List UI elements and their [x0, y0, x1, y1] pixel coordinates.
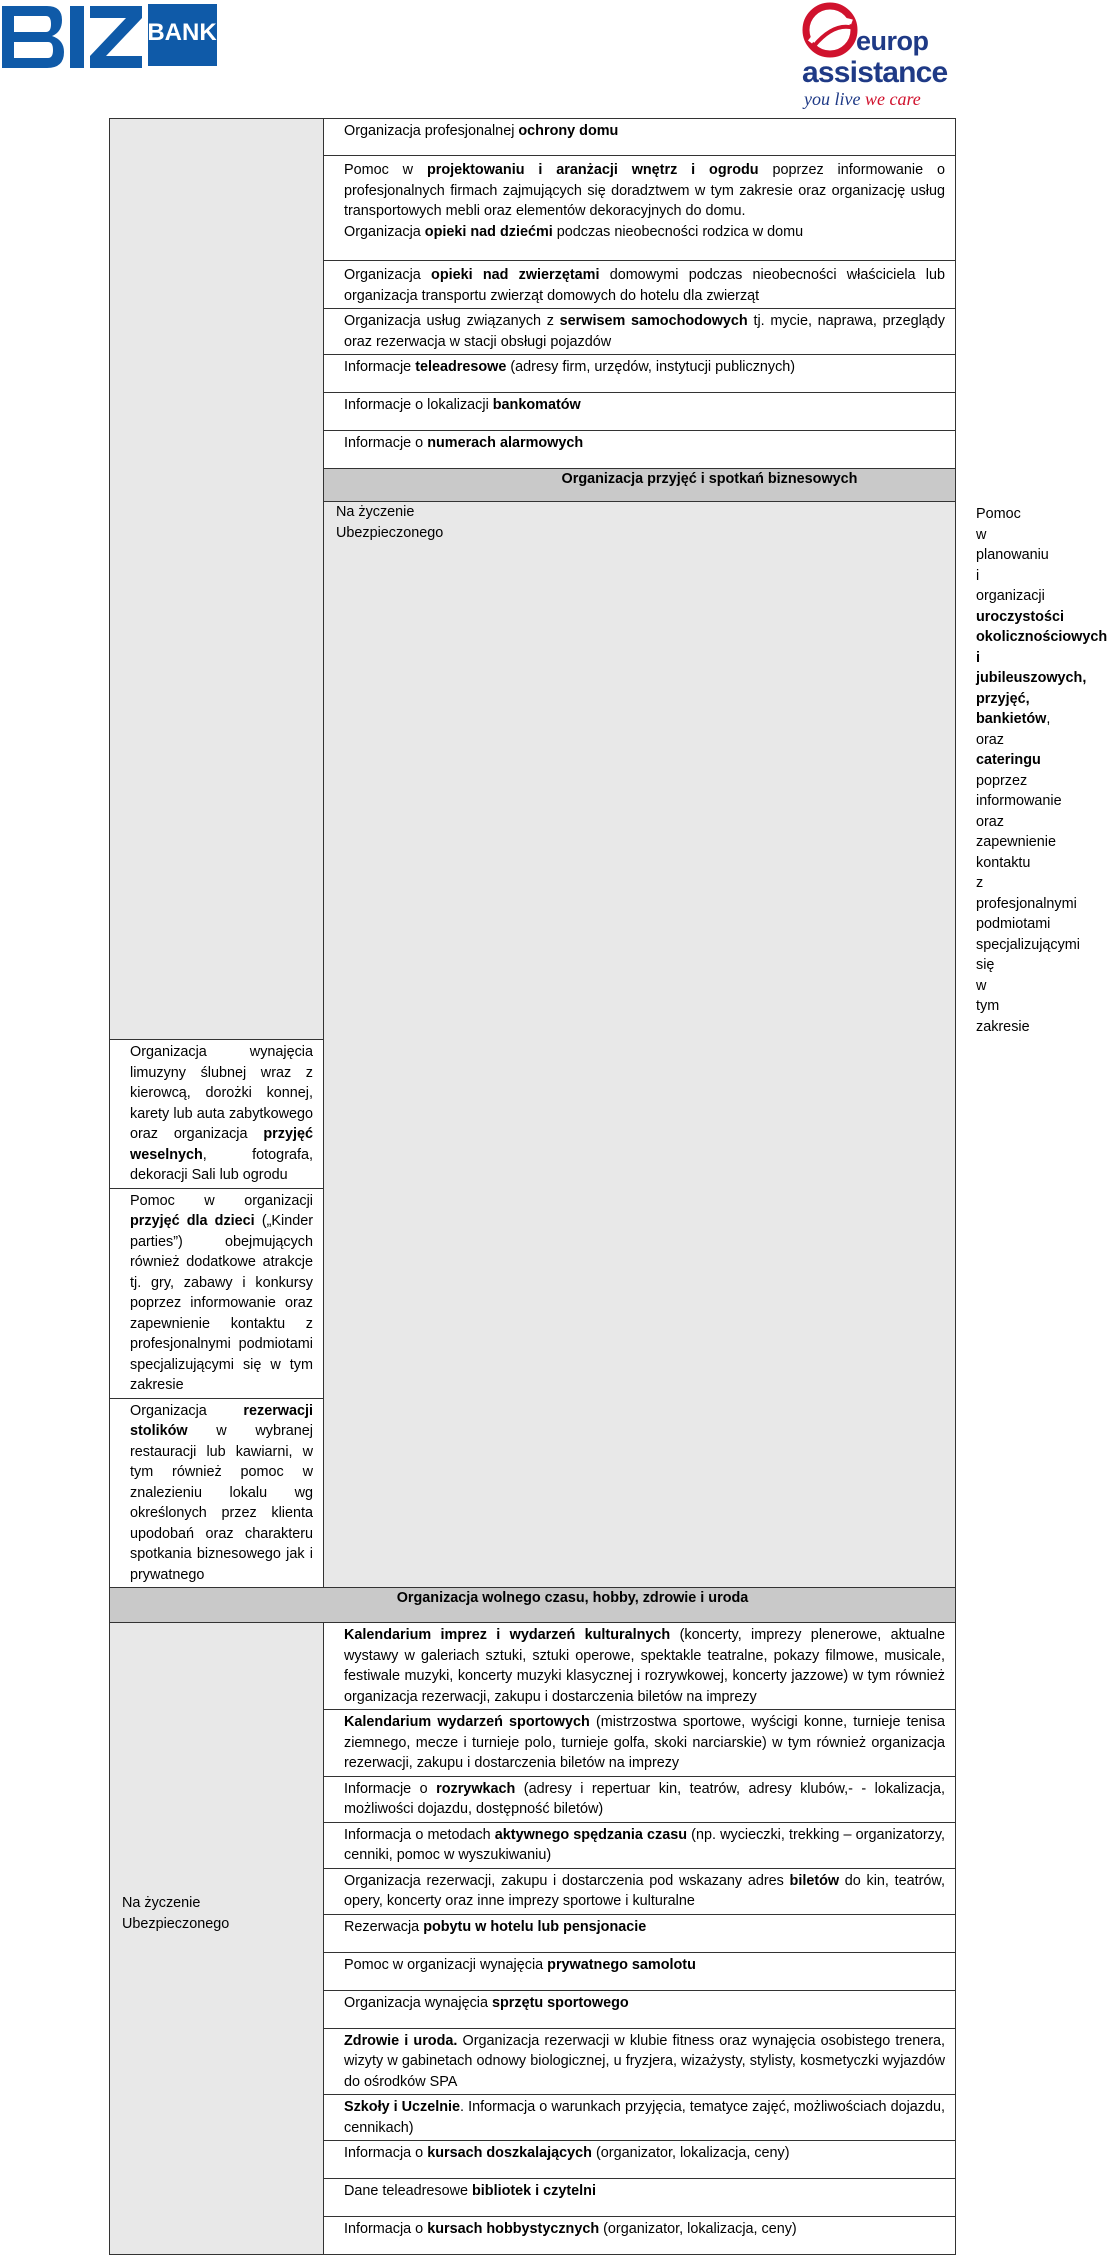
- service-row: Informacje o lokalizacji bankomatów: [324, 393, 956, 431]
- section-header-leisure: Organizacja wolnego czasu, hobby, zdrowie i uroda: [110, 1588, 956, 1623]
- bank-logo-text: BANK: [147, 19, 217, 46]
- service-row: Kalendarium imprez i wydarzeń kulturalnych (koncerty, imprezy plenerowe, aktualne wystawy w galeriach sztuki, sztuki operowe, spektakle teatralne, pokazy filmowe, musicale, festiwale muzyki, koncerty muzyki klasycznej i rozrywkowej, koncerty jazzowe) w tym również organizacja rezerwacji, zakupu i dostarczenia biletów na imprezy: [324, 1623, 956, 1710]
- service-row: Szkoły i Uczelnie. Informacja o warunkach przyjęcia, tematyce zajęć, możliwościach dojazdu, cennikach): [324, 2095, 956, 2141]
- service-row: Informacje o numerach alarmowych: [324, 431, 956, 469]
- insured-label: Ubezpieczonego: [336, 524, 444, 541]
- service-row: Organizacja wynajęcia sprzętu sportowego: [324, 1990, 956, 2028]
- service-row: Pomoc w organizacji wynajęcia prywatnego samolotu: [324, 1952, 956, 1990]
- left-cell-on-request: [324, 502, 956, 1588]
- service-row: Organizacja wynajęcia limuzyny ślubnej wraz z kierowcą, dorożki konnej, karety lub auta zabytkowego oraz organizacja przyjęć weselnych, fotografa, dekoracji Sali lub ogrodu: [110, 1040, 324, 1189]
- ea-text-europ: europ: [856, 26, 929, 56]
- left-cell-empty: [110, 119, 324, 1040]
- service-row: Pomoc w projektowaniu i aranżacji wnętrz i ogrodu poprzez informowanie o profesjonalnych firmach zajmujących się doradztwem w tym zakresie oraz organizację usług transportowych mebli oraz elementów dekoracyjnych do domu. Organizacja opieki nad dziećmi podczas nieobecności rodzica w domu: [324, 156, 956, 261]
- service-row: Organizacja rezerwacji, zakupu i dostarczenia pod wskazany adres biletów do kin, teatrów, opery, koncerty oraz inne imprezy sportowe i kulturalne: [324, 1868, 956, 1914]
- service-row: Organizacja usług związanych z serwisem samochodowych tj. mycie, naprawa, przeglądy oraz rezerwacja w stacji obsługi pojazdów: [324, 309, 956, 355]
- on-request-label: Na życzenie: [336, 504, 415, 520]
- services-table: Organizacja profesjonalnej ochrony domu Pomoc w projektowaniu i aranżacji wnętrz i ogrodu poprzez informowanie o profesjonalnych firmach zajmujących się doradztwem w tym zakresie oraz organizację usług transportowych mebli oraz elementów dekoracyjnych do domu. Organizacja opieki nad dziećmi podczas nieobecności rodzica w domu Organizacja opieki nad zwierzętami domowymi podczas nieobecności właściciela lub organizacja transportu zwierząt domowych do hotelu dla zwierząt Organizacja usług związanych z serwisem samochodowych tj. mycie, naprawa, przeglądy oraz rezerwacja w stacji obsługi pojazdów Informacje teleadresowe (adresy firm, urzędów, instytucji publicznych) Informacje o lokalizacji bankomatów Informacje o numerach alarmowych Organizacja przyjęć i spotkań biznesowych Na życzenie Ubezpieczonego Pomoc w planowaniu i organizacji uroczystości okolicznościowych i jubileuszowych, przyjęć, bankietów, oraz cateringu poprzez informowanie oraz zapewnienie kontaktu z profesjonalnymi podmiotami specjalizującymi się w tym zakresie Organizacja wynajęcia limuzyny ślubnej wraz z kierowcą, dorożki konnej, karety lub auta zabytkowego oraz organizacja przyjęć weselnych, fotografa, dekoracji Sali lub ogrodu Pomoc w organizacji przyjęć dla dzieci („Kinder parties”) obejmujących również dodatkowe atrakcje tj. gry, zabawy i konkursy poprzez informowanie oraz zapewnienie kontaktu z profesjonalnymi podmiotami specjalizującymi się w tym zakresie Organizacja rezerwacji stolików w wybranej restauracji lub kawiarni, w tym również pomoc w znalezieniu lokalu wg określonych przez klienta upodobań oraz charakteru spotkania biznesowego jak i prywatnego Organizacja wolnego czasu, hobby, zdrowie i uroda Na życzenie Ubezpieczonego Kalendarium imprez i wydarzeń kulturalnych (koncerty, imprezy plenerowe, aktualne wystawy w galeriach sztuki, sztuki operowe, spektakle teatralne, pokazy filmowe, musicale, festiwale muzyki, koncerty muzyki klasycznej i rozrywkowej, koncerty jazzowe) w tym również organizacja rezerwacji, zakupu i dostarczenia biletów na imprezy Kalendarium wydarzeń sportowych (mistrzostwa sportowe, wyścigi konne, turnieje tenisa ziemnego, mecze i turnieje polo, turnieje golfa, skoki narciarskie) w tym również organizacja rezerwacji, zakupu i dostarczenia biletów na imprezy Informacje o rozrywkach (adresy i repertuar kin, teatrów, adresy klubów,- - lokalizacja, możliwości dojazdu, dostępność biletów) Informacja o metodach aktywnego spędzania czasu (np. wycieczki, trekking – organizatorzy, cenniki, pomoc w wyszukiwaniu) Organizacja rezerwacji, zakupu i dostarczenia pod wskazany adres biletów do kin, teatrów, opery, koncerty oraz inne imprezy sportowe i kulturalne Rezerwacja pobytu w hotelu lub pensjonacie Pomoc w organizacji wynajęcia prywatnego samolotu Organizacja wynajęcia sprzętu sportowego Zdrowie i uroda. Organizacja rezerwacji w klubie fitness oraz wynajęcia osobistego trenera, wizyty w gabinetach odnowy biologicznej, u fryzjera, wizażysty, stylisty, kosmetyczki wyjazdów do ośrodków SPA Szkoły i Uczelnie. Informacja o warunkach przyjęcia, tematyce zajęć, możliwościach dojazdu, cennikach) Informacja o kursach doszkalających (organizator, lokalizacja, ceny) Dane teleadresowe bibliotek i czytelni Informacja o kursach hobbystycznych (organizator, lokalizacja, ceny): [109, 118, 956, 2255]
- ea-slogan-b: we care: [864, 89, 921, 109]
- ea-slogan: [804, 90, 921, 108]
- service-row: Informacje teleadresowe (adresy firm, urzędów, instytucji publicznych): [324, 355, 956, 393]
- on-request-label: Na życzenie: [122, 1895, 201, 1911]
- biz-bank-logo: [2, 4, 217, 70]
- service-row: Informacja o metodach aktywnego spędzania czasu (np. wycieczki, trekking – organizatorzy, cenniki, pomoc w wyszukiwaniu): [324, 1822, 956, 1868]
- left-cell-on-request: [110, 1623, 324, 2255]
- service-row: Rezerwacja pobytu w hotelu lub pensjonacie: [324, 1914, 956, 1952]
- service-row: Informacja o kursach hobbystycznych (organizator, lokalizacja, ceny): [324, 2217, 956, 2255]
- service-row: Organizacja rezerwacji stolików w wybranej restauracji lub kawiarni, w tym również pomoc w znalezieniu lokalu wg określonych przez klienta upodobań oraz charakteru spotkania biznesowego jak i prywatnego: [110, 1398, 324, 1588]
- service-row: Dane teleadresowe bibliotek i czytelni: [324, 2179, 956, 2217]
- europ-assistance-logo: [798, 2, 948, 114]
- service-row: Organizacja opieki nad zwierzętami domowymi podczas nieobecności właściciela lub organizacja transportu zwierząt domowych do hotelu dla zwierząt: [324, 261, 956, 309]
- service-row: Organizacja profesjonalnej ochrony domu: [324, 119, 956, 156]
- ea-slogan-a: you live: [804, 89, 861, 109]
- service-row: Pomoc w organizacji przyjęć dla dzieci („Kinder parties”) obejmujących również dodatkowe atrakcje tj. gry, zabawy i konkursy poprzez informowanie oraz zapewnienie kontaktu z profesjonalnymi podmiotami specjalizującymi się w tym zakresie: [110, 1188, 324, 1398]
- ea-text-assistance: assistance: [802, 56, 948, 89]
- ea-swirl-icon: [800, 2, 860, 62]
- service-row: Kalendarium wydarzeń sportowych (mistrzostwa sportowe, wyścigi konne, turnieje tenisa ziemnego, mecze i turnieje polo, turnieje golfa, skoki narciarskie) w tym również organizacja rezerwacji, zakupu i dostarczenia biletów na imprezy: [324, 1710, 956, 1777]
- service-row: Zdrowie i uroda. Organizacja rezerwacji w klubie fitness oraz wynajęcia osobistego trenera, wizyty w gabinetach odnowy biologicznej, u fryzjera, wizażysty, stylisty, kosmetyczki wyjazdów do ośrodków SPA: [324, 2028, 956, 2095]
- service-row: Informacja o kursach doszkalających (organizator, lokalizacja, ceny): [324, 2141, 956, 2179]
- insured-label: Ubezpieczonego: [122, 1915, 230, 1932]
- service-row: Informacje o rozrywkach (adresy i repertuar kin, teatrów, adresy klubów,- - lokalizacja, możliwości dojazdu, dostępność biletów): [324, 1776, 956, 1822]
- section-header-business: Organizacja przyjęć i spotkań biznesowych: [324, 469, 956, 502]
